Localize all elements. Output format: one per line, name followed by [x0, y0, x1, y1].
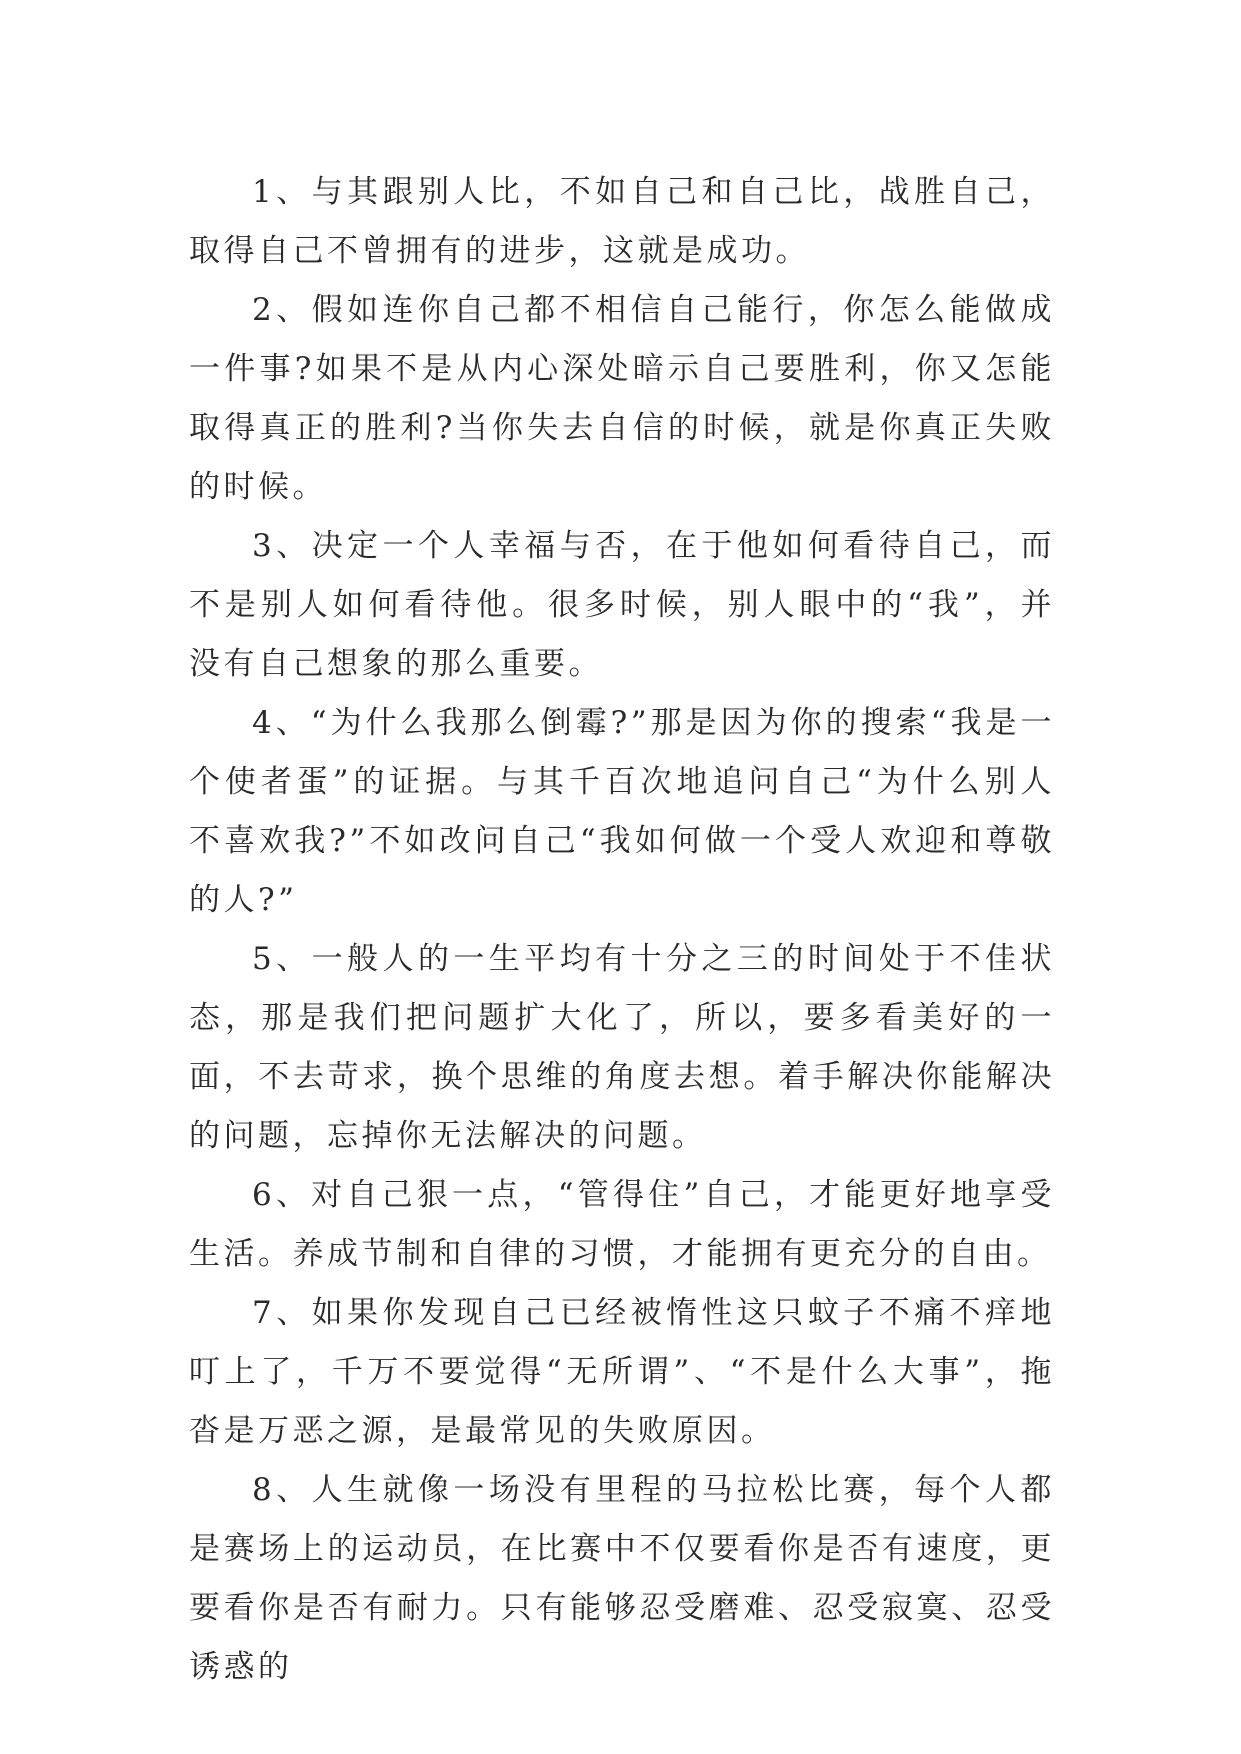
document-body [189, 163, 1055, 1697]
paragraph-5: 5、一般人的一生平均有十分之三的时间处于不佳状态，那是我们把问题扩大化了，所以，要多看美好的一面，不去苛求，换个思维的角度去想。着手解决你能解决的问题，忘掉你无法解决的问题。 [189, 941, 1055, 1154]
paragraph-3: 3、决定一个人幸福与否，在于他如何看待自己，而不是别人如何看待他。很多时候，别人眼中的“我”，并没有自己想象的那么重要。 [189, 528, 1055, 682]
paragraph-6: 6、对自己狠一点，“管得住”自己，才能更好地享受生活。养成节制和自律的习惯，才能拥有更充分的自由。 [189, 1177, 1055, 1272]
paragraph-1: 1、与其跟别人比，不如自己和自己比，战胜自己，取得自己不曾拥有的进步，这就是成功。 [189, 174, 1055, 269]
paragraph-7: 7、如果你发现自己已经被惰性这只蚊子不痛不痒地叮上了，千万不要觉得“无所谓”、“不是什么大事”，拖沓是万恶之源，是最常见的失败原因。 [189, 1295, 1055, 1449]
paragraph-2: 2、假如连你自己都不相信自己能行，你怎么能做成一件事?如果不是从内心深处暗示自己要胜利，你又怎能取得真正的胜利?当你失去自信的时候，就是你真正失败的时候。 [189, 292, 1055, 505]
paragraph-4: 4、“为什么我那么倒霉?”那是因为你的搜索“我是一个使者蛋”的证据。与其千百次地追问自己“为什么别人不喜欢我?”不如改问自己“我如何做一个受人欢迎和尊敬的人?” [189, 705, 1055, 918]
paragraph-8: 8、人生就像一场没有里程的马拉松比赛，每个人都是赛场上的运动员，在比赛中不仅要看你是否有速度，更要看你是否有耐力。只有能够忍受磨难、忍受寂寞、忍受诱惑的 [189, 1472, 1055, 1685]
